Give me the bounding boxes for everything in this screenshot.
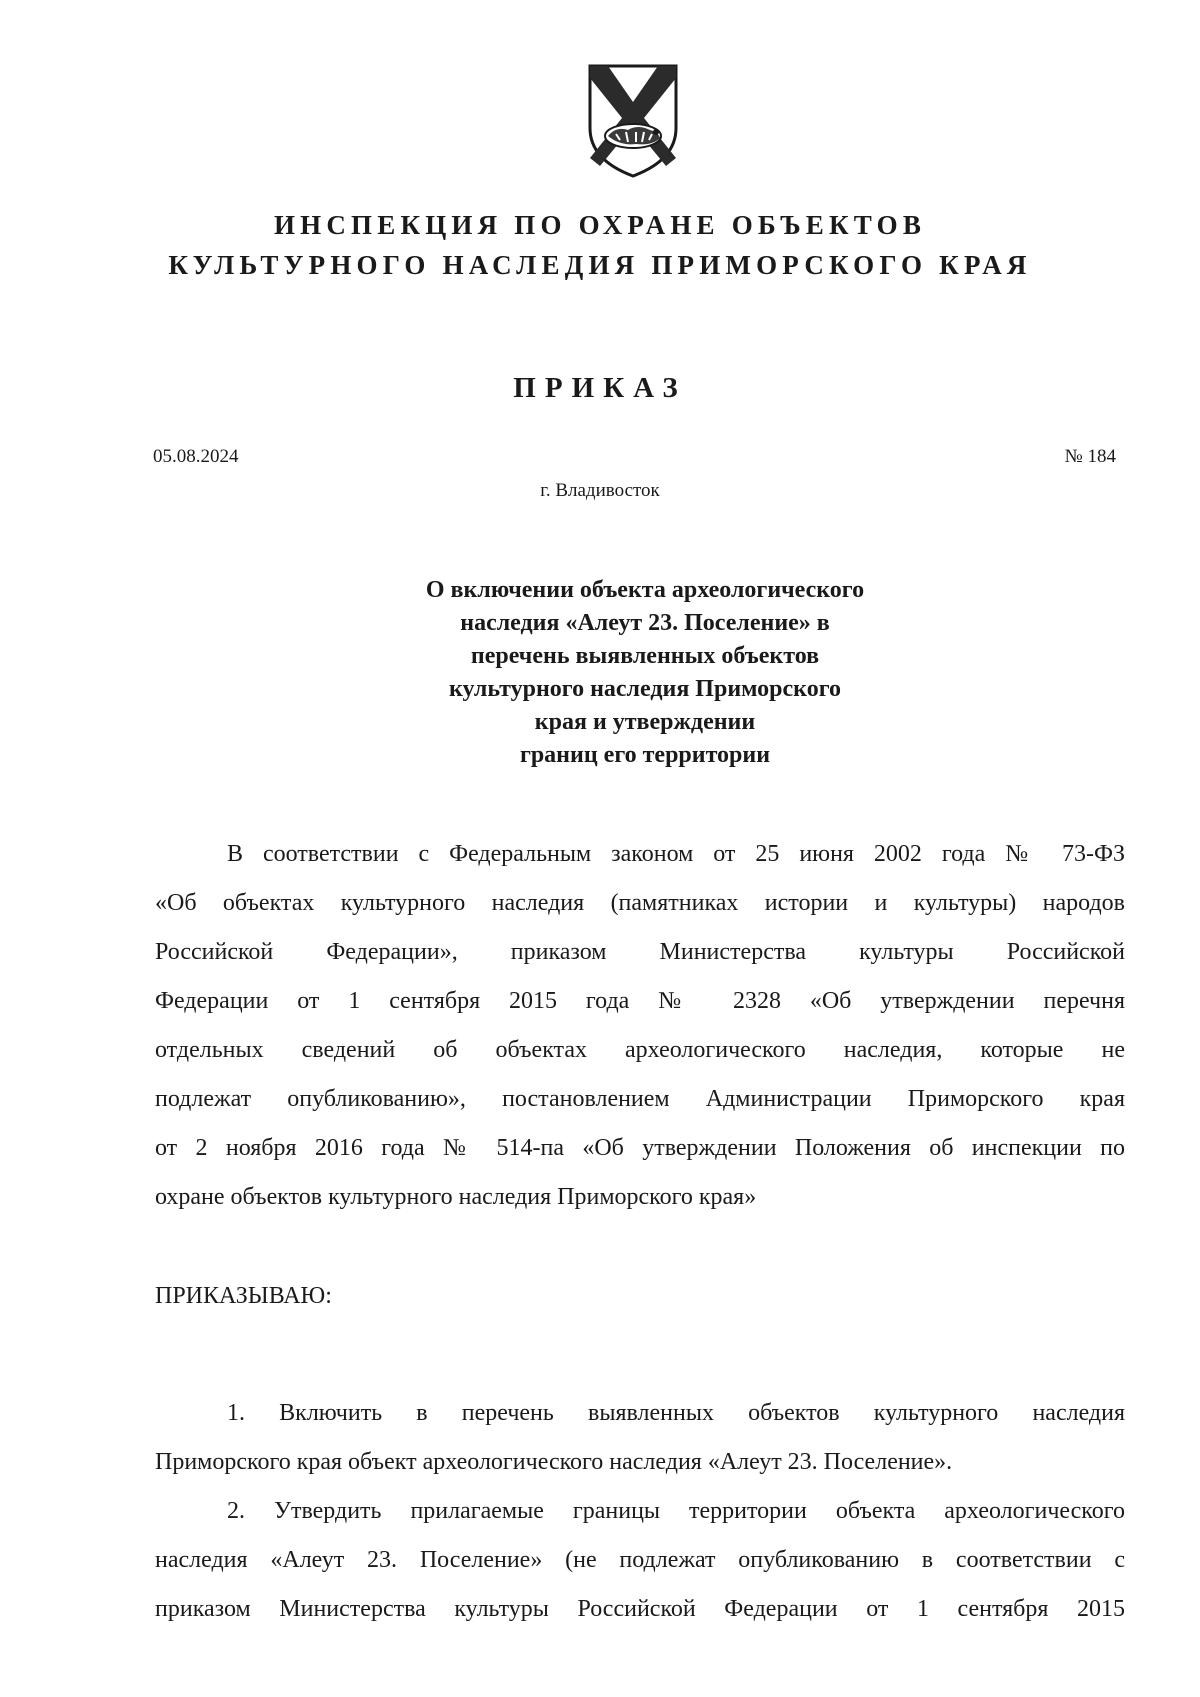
preamble-line: «Об объектах культурного наследия (памятниках истории и культуры) народов [155,890,1125,916]
order-item-line: приказом Министерства культуры Российской Федерации от 1 сентября 2015 [155,1596,1125,1622]
subject-line: культурного наследия Приморского [448,676,841,702]
document-date: 05.08.2024 [153,446,239,467]
organization-name-line1: ИНСПЕКЦИЯ ПО ОХРАНЕ ОБЪЕКТОВ [273,210,927,240]
order-item-line: 1. Включить в перечень выявленных объектов культурного наследия [227,1400,1125,1426]
preamble-line: Российской Федерации», приказом Министерства культуры Российской [155,939,1125,965]
preamble-line: отдельных сведений об объектах археологического наследия, которые не [155,1037,1125,1063]
subject-line: края и утверждении [534,709,756,735]
subject-line: перечень выявленных объектов [470,643,820,669]
subject-line: О включении объекта археологического [425,577,865,603]
order-item-line: Приморского края объект археологического наследия «Алеут 23. Поселение». [155,1449,953,1475]
preamble-line: В соответствии с Федеральным законом от 25 июня 2002 года № 73-ФЗ [227,841,1125,867]
preamble-line: подлежат опубликованию», постановлением Администрации Приморского края [155,1086,1125,1112]
subject-line: наследия «Алеут 23. Поселение» в [460,610,830,636]
preamble-line: от 2 ноября 2016 года № 514-па «Об утверждении Положения об инспекции по [155,1135,1125,1161]
document-number: № 184 [1064,446,1116,467]
coat-of-arms-icon [586,62,680,180]
preamble-line: Федерации от 1 сентября 2015 года № 2328 «Об утверждении перечня [155,988,1125,1014]
document-subject [370,574,920,772]
order-item-line: 2. Утвердить прилагаемые границы территории объекта археологического [227,1498,1125,1524]
order-items [155,1389,1125,1634]
subject-line: границ его территории [519,742,771,768]
preamble-line: охране объектов культурного наследия Приморского края» [155,1184,757,1210]
organization-name-line2: КУЛЬТУРНОГО НАСЛЕДИЯ ПРИМОРСКОГО КРАЯ [168,250,1032,280]
order-item-line: наследия «Алеут 23. Поселение» (не подлежат опубликованию в соответствии с [155,1547,1125,1573]
document-city: г. Владивосток [540,480,660,501]
preamble-paragraph [155,830,1125,1222]
document-type: ПРИКАЗ [513,372,687,404]
decree-word: ПРИКАЗЫВАЮ: [155,1283,332,1309]
